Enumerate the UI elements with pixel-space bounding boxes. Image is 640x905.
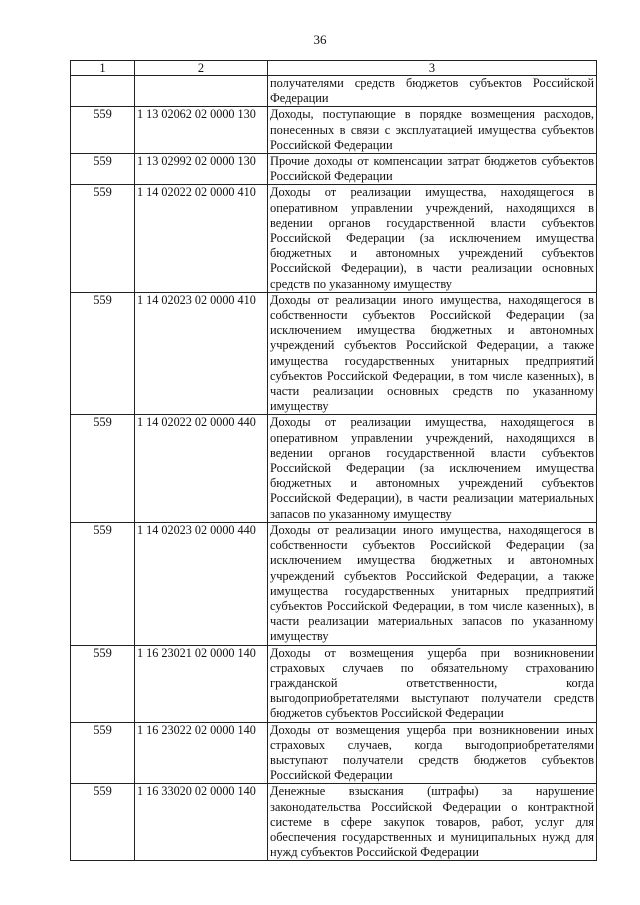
kbk-code-cell: 1 14 02023 02 0000 410 (135, 292, 268, 415)
description-cell: Денежные взыскания (штрафы) за нарушение законодательства Российской Федерации о контрактной системе в сфере закупок товаров, работ, услуг для обеспечения государственных и муниципальных нужд для нужд субъектов Российской Федерации (268, 784, 597, 861)
table-row-continuation (71, 76, 597, 107)
admin-code-cell: 559 (71, 292, 135, 415)
kbk-code-cell: 1 14 02023 02 0000 440 (135, 522, 268, 645)
admin-code-cell: 559 (71, 107, 135, 154)
empty-cell (71, 76, 135, 107)
kbk-code-cell: 1 14 02022 02 0000 410 (135, 185, 268, 292)
column-header-3: 3 (268, 61, 597, 76)
page-number: 36 (313, 32, 327, 47)
admin-code-cell: 559 (71, 645, 135, 722)
kbk-code-cell: 1 13 02992 02 0000 130 (135, 154, 268, 185)
kbk-code-cell: 1 16 23022 02 0000 140 (135, 722, 268, 784)
description-cell: Доходы от реализации иного имущества, находящегося в собственности субъектов Российской Федерации (за исключением имущества бюджетных и автономных учреждений субъектов Российской Федерации, а также имущества государственных унитарных предприятий субъектов Российской Федерации, в том числе казенных), в части реализации основных средств по указанному имуществу (268, 292, 597, 415)
revenue-codes-table (70, 60, 597, 861)
description-cell: Прочие доходы от компенсации затрат бюджетов субъектов Российской Федерации (268, 154, 597, 185)
description-cell: Доходы от реализации имущества, находящегося в оперативном управлении учреждений, находящихся в ведении органов государственной власти субъектов Российской Федерации (за исключением имущества бюджетных и автономных учреждений субъектов Российской Федерации), в части реализации материальных запасов по указанному имуществу (268, 415, 597, 522)
description-cell: Доходы от возмещения ущерба при возникновении иных страховых случаев, когда выгодоприобретателями выступают получатели средств бюджетов субъектов Российской Федерации (268, 722, 597, 784)
admin-code-cell: 559 (71, 784, 135, 861)
kbk-code-cell: 1 16 33020 02 0000 140 (135, 784, 268, 861)
description-cell: Доходы от реализации имущества, находящегося в оперативном управлении учреждений, находящихся в ведении органов государственной власти субъектов Российской Федерации (за исключением имущества бюджетных и автономных учреждений субъектов Российской Федерации), в части реализации основных средств по указанному имуществу (268, 185, 597, 292)
description-cell: Доходы от реализации иного имущества, находящегося в собственности субъектов Российской Федерации (за исключением имущества бюджетных и автономных учреждений субъектов Российской Федерации, а также имущества государственных унитарных предприятий субъектов Российской Федерации, в том числе казенных), в части реализации материальных запасов по указанному имуществу (268, 522, 597, 645)
table-row (71, 154, 597, 185)
table-row (71, 784, 597, 861)
column-header-2: 2 (135, 61, 268, 76)
admin-code-cell: 559 (71, 154, 135, 185)
kbk-code-cell: 1 16 23021 02 0000 140 (135, 645, 268, 722)
table-row (71, 185, 597, 292)
continuation-description: получателями средств бюджетов субъектов Российской Федерации (268, 76, 597, 107)
table-row (71, 645, 597, 722)
table-row (71, 292, 597, 415)
kbk-code-cell: 1 13 02062 02 0000 130 (135, 107, 268, 154)
column-header-1: 1 (71, 61, 135, 76)
table-row (71, 415, 597, 522)
table-row (71, 722, 597, 784)
admin-code-cell: 559 (71, 722, 135, 784)
description-cell: Доходы, поступающие в порядке возмещения расходов, понесенных в связи с эксплуатацией имущества субъектов Российской Федерации (268, 107, 597, 154)
admin-code-cell: 559 (71, 185, 135, 292)
table-row (71, 107, 597, 154)
admin-code-cell: 559 (71, 522, 135, 645)
header-row (71, 61, 597, 76)
admin-code-cell: 559 (71, 415, 135, 522)
empty-cell (135, 76, 268, 107)
kbk-code-cell: 1 14 02022 02 0000 440 (135, 415, 268, 522)
table-row (71, 522, 597, 645)
description-cell: Доходы от возмещения ущерба при возникновении страховых случаев по обязательному страхованию гражданской ответственности, когда выгодоприобретателями выступают получатели средств бюджетов субъектов Российской Федерации (268, 645, 597, 722)
